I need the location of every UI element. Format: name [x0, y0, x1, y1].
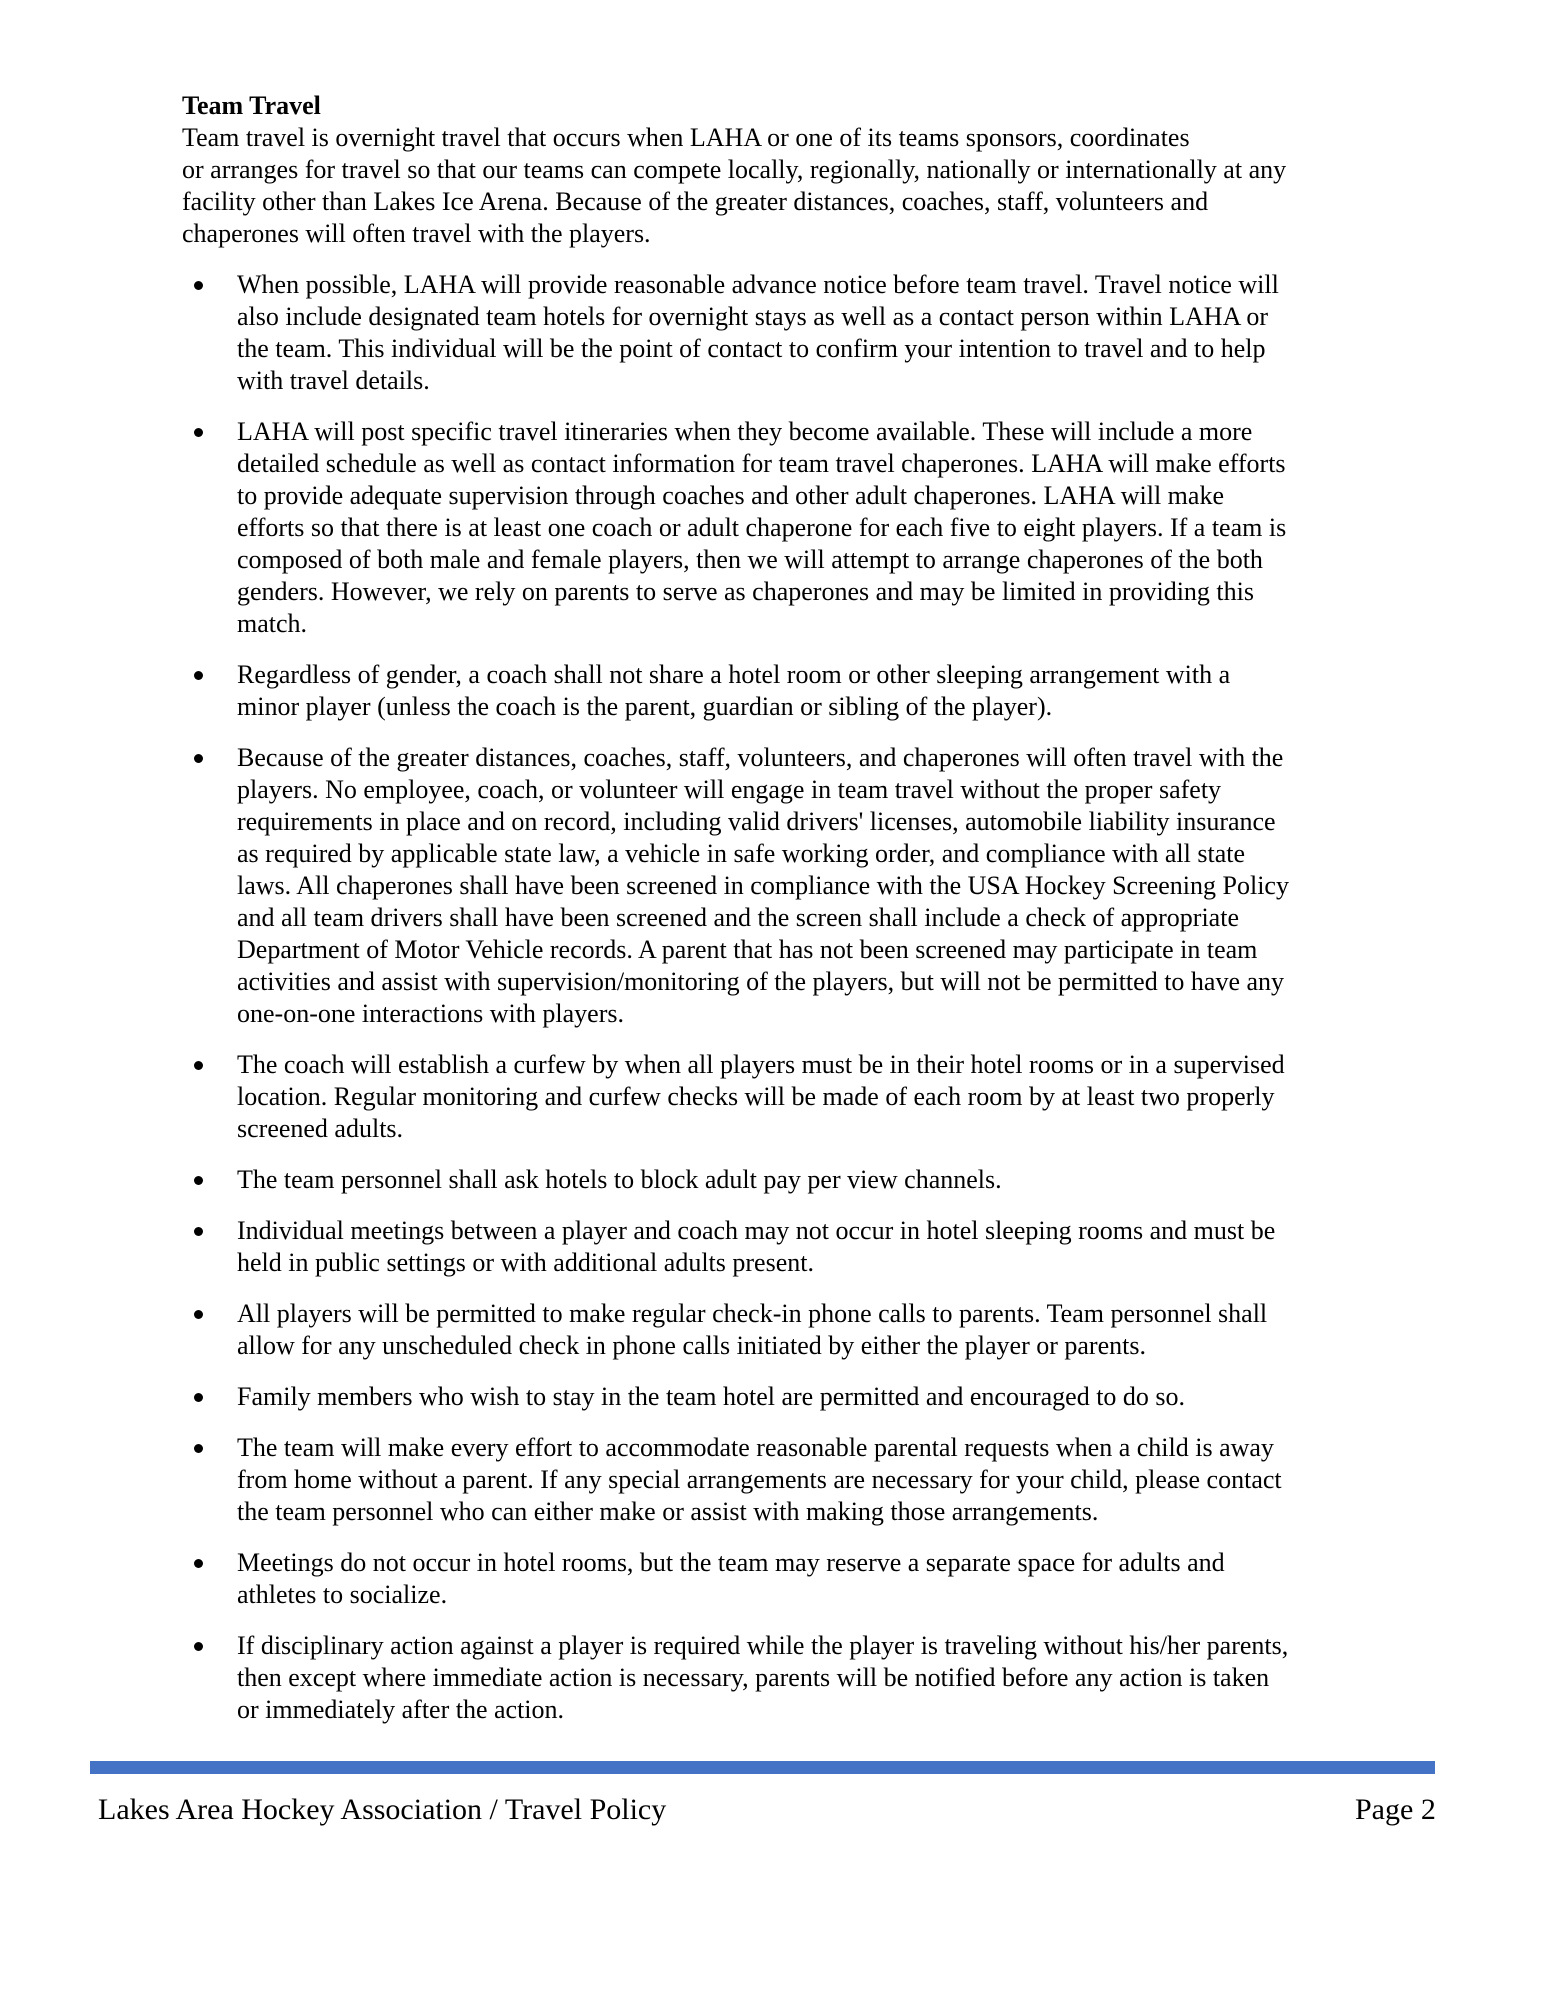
bullet-line: location. Regular monitoring and curfew checks will be made of each room by at least two properly: [237, 1082, 1275, 1111]
bullet-line: Meetings do not occur in hotel rooms, but the team may reserve a separate space for adults and: [237, 1548, 1225, 1577]
footer-document-title: Lakes Area Hockey Association / Travel Policy: [98, 1793, 667, 1826]
section-heading: Team Travel: [182, 91, 321, 120]
intro-line: or arranges for travel so that our teams can compete locally, regionally, nationally or internationally at any: [182, 155, 1287, 184]
footer-page-number: Page 2: [1355, 1793, 1436, 1826]
bullet-item-curfew: [182, 1049, 1372, 1145]
bullet-item-family-members: [182, 1381, 1372, 1413]
intro-line: Team travel is overnight travel that occurs when LAHA or one of its teams sponsors, coordinates: [182, 123, 1190, 152]
bullet-icon: [194, 428, 203, 437]
bullet-item-individual-meetings: [182, 1215, 1372, 1279]
bullet-line: requirements in place and on record, including valid drivers' licenses, automobile liability insurance: [237, 807, 1276, 836]
bullet-item-parental-requests: [182, 1432, 1372, 1528]
bullet-line: one-on-one interactions with players.: [237, 999, 624, 1028]
bullet-icon: [194, 1393, 203, 1402]
bullet-line: Department of Motor Vehicle records. A parent that has not been screened may participate in team: [237, 935, 1258, 964]
bullet-line: from home without a parent. If any special arrangements are necessary for your child, please contact: [237, 1465, 1282, 1494]
intro-line: facility other than Lakes Ice Arena. Because of the greater distances, coaches, staff, volunteers and: [182, 187, 1209, 216]
bullet-item-advance-notice: [182, 269, 1372, 397]
bullet-line: efforts so that there is at least one coach or adult chaperone for each five to eight players. If a team is: [237, 513, 1287, 542]
bullet-line: Individual meetings between a player and coach may not occur in hotel sleeping rooms and must be: [237, 1216, 1276, 1245]
bullet-item-screening: [182, 742, 1372, 1030]
bullet-line: allow for any unscheduled check in phone calls initiated by either the player or parents.: [237, 1331, 1146, 1360]
bullet-line: composed of both male and female players, then we will attempt to arrange chaperones of the both: [237, 545, 1263, 574]
bullet-line: If disciplinary action against a player is required while the player is traveling without his/her parents,: [237, 1631, 1289, 1660]
bullet-icon: [194, 671, 203, 680]
bullet-icon: [194, 1061, 203, 1070]
bullet-line: Family members who wish to stay in the team hotel are permitted and encouraged to do so.: [237, 1382, 1186, 1411]
bullet-line: the team personnel who can either make or assist with making those arrangements.: [237, 1497, 1099, 1526]
bullet-icon: [194, 281, 203, 290]
bullet-line: Because of the greater distances, coaches, staff, volunteers, and chaperones will often travel with the: [237, 743, 1284, 772]
footer-divider-bar: [90, 1761, 1435, 1774]
bullet-line: as required by applicable state law, a vehicle in safe working order, and compliance with all state: [237, 839, 1245, 868]
bullet-line: also include designated team hotels for overnight stays as well as a contact person within LAHA or: [237, 302, 1269, 331]
bullet-line: activities and assist with supervision/monitoring of the players, but will not be permitted to have any: [237, 967, 1285, 996]
bullet-line: genders. However, we rely on parents to serve as chaperones and may be limited in providing this: [237, 577, 1254, 606]
bullet-line: then except where immediate action is necessary, parents will be notified before any action is taken: [237, 1663, 1270, 1692]
bullet-line: The team will make every effort to accommodate reasonable parental requests when a child is away: [237, 1433, 1274, 1462]
bullet-line: The coach will establish a curfew by when all players must be in their hotel rooms or in a supervised: [237, 1050, 1285, 1079]
bullet-line: to provide adequate supervision through coaches and other adult chaperones. LAHA will make: [237, 481, 1224, 510]
bullet-line: or immediately after the action.: [237, 1695, 565, 1724]
bullet-line: detailed schedule as well as contact information for team travel chaperones. LAHA will make efforts: [237, 449, 1286, 478]
bullet-item-room-sharing: [182, 659, 1372, 723]
bullet-line: match.: [237, 609, 308, 638]
bullet-icon: [194, 754, 203, 763]
bullet-icon: [194, 1176, 203, 1185]
bullet-line: laws. All chaperones shall have been screened in compliance with the USA Hockey Screening Policy: [237, 871, 1289, 900]
bullet-line: All players will be permitted to make regular check-in phone calls to parents. Team personnel shall: [237, 1299, 1268, 1328]
intro-line: chaperones will often travel with the players.: [182, 219, 651, 248]
policy-bullet-list: [182, 269, 1372, 1726]
intro-paragraph: [182, 122, 1372, 250]
bullet-line: athletes to socialize.: [237, 1580, 448, 1609]
bullet-item-phone-calls: [182, 1298, 1372, 1362]
bullet-line: The team personnel shall ask hotels to block adult pay per view channels.: [237, 1165, 1002, 1194]
bullet-icon: [194, 1444, 203, 1453]
bullet-line: held in public settings or with additional adults present.: [237, 1248, 814, 1277]
bullet-line: players. No employee, coach, or volunteer will engage in team travel without the proper safety: [237, 775, 1222, 804]
bullet-item-pay-per-view: [182, 1164, 1372, 1196]
bullet-line: and all team drivers shall have been screened and the screen shall include a check of appropriate: [237, 903, 1239, 932]
bullet-line: When possible, LAHA will provide reasonable advance notice before team travel. Travel notice will: [237, 270, 1279, 299]
bullet-line: the team. This individual will be the point of contact to confirm your intention to travel and to help: [237, 334, 1266, 363]
bullet-line: minor player (unless the coach is the parent, guardian or sibling of the player).: [237, 692, 1053, 721]
document-body: [182, 90, 1372, 1745]
bullet-item-disciplinary-action: [182, 1630, 1372, 1726]
bullet-line: with travel details.: [237, 366, 430, 395]
bullet-icon: [194, 1227, 203, 1236]
bullet-item-socialize-space: [182, 1547, 1372, 1611]
bullet-line: Regardless of gender, a coach shall not share a hotel room or other sleeping arrangement with a: [237, 660, 1231, 689]
bullet-icon: [194, 1559, 203, 1568]
bullet-line: LAHA will post specific travel itineraries when they become available. These will include a more: [237, 417, 1253, 446]
bullet-icon: [194, 1642, 203, 1651]
bullet-line: screened adults.: [237, 1114, 404, 1143]
bullet-item-itineraries: [182, 416, 1372, 640]
bullet-icon: [194, 1310, 203, 1319]
